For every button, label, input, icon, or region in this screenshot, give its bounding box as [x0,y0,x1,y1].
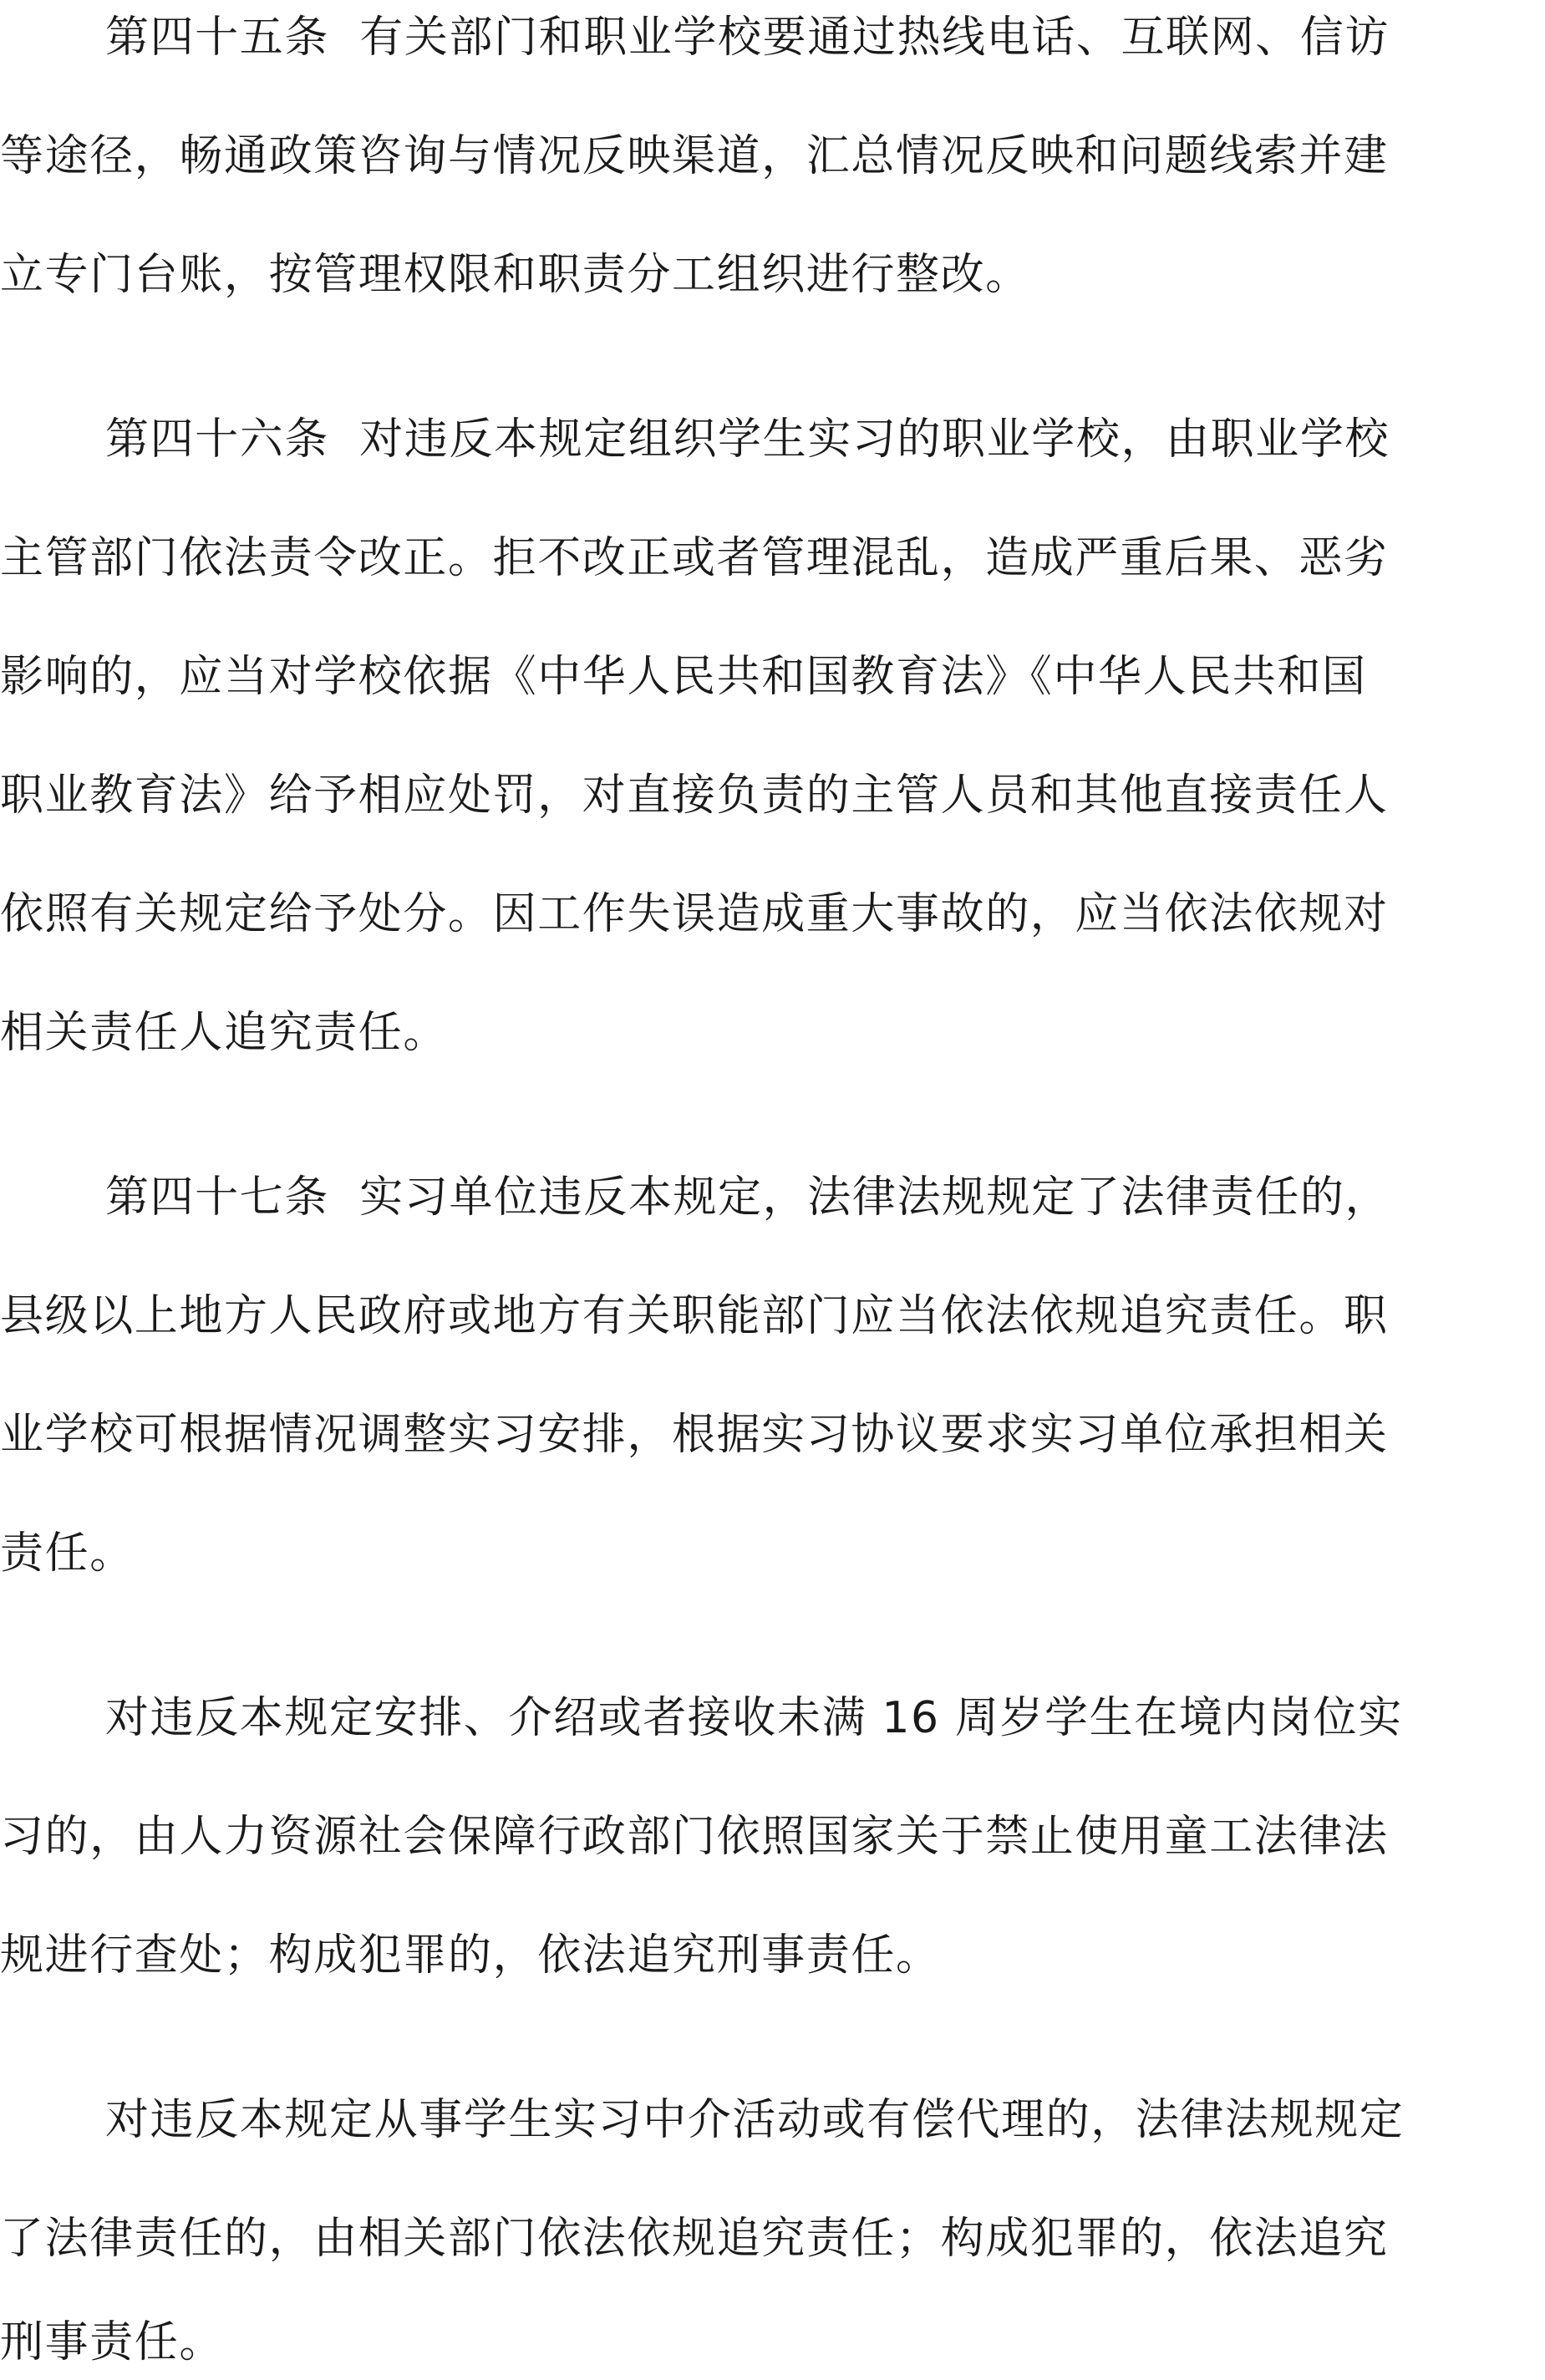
article-45-line-3: 立专门台账，按管理权限和职责分工组织进行整改。 [0,250,1030,300]
child-labor-line-1: 对违反本规定安排、介绍或者接收未满 16 周岁学生在境内岗位实 [105,1693,1403,1743]
article-46-line-1: 第四十六条 对违反本规定组织学生实习的职业学校，由职业学校 [105,414,1390,465]
article-46-line-3: 影响的，应当对学校依据《中华人民共和国教育法》《中华人民共和国 [0,652,1367,702]
article-46-line-2: 主管部门依法责令改正。拒不改正或者管理混乱，造成严重后果、恶劣 [0,533,1389,583]
child-labor-line-2: 习的，由人力资源社会保障行政部门依照国家关于禁止使用童工法律法 [0,1812,1389,1862]
article-46-line-5: 依照有关规定给予处分。因工作失误造成重大事故的，应当依法依规对 [0,889,1389,939]
article-47-line-3: 业学校可根据情况调整实习安排，根据实习协议要求实习单位承担相关 [0,1410,1389,1460]
article-45-line-1: 第四十五条 有关部门和职业学校要通过热线电话、互联网、信访 [105,13,1390,63]
article-46-line-4: 职业教育法》给予相应处罚，对直接负责的主管人员和其他直接责任人 [0,770,1389,821]
article-47-line-4: 责任。 [0,1528,135,1579]
article-47-line-2: 县级以上地方人民政府或地方有关职能部门应当依法依规追究责任。职 [0,1291,1389,1341]
article-47-line-1: 第四十七条 实习单位违反本规定，法律法规规定了法律责任的， [105,1172,1390,1223]
agency-line-1: 对违反本规定从事学生实习中介活动或有偿代理的，法律法规规定 [105,2095,1405,2145]
article-46-line-6: 相关责任人追究责任。 [0,1008,449,1058]
article-45-line-2: 等途径，畅通政策咨询与情况反映渠道，汇总情况反映和问题线索并建 [0,131,1389,181]
agency-line-3: 刑事责任。 [0,2317,225,2367]
agency-line-2: 了法律责任的，由相关部门依法依规追究责任；构成犯罪的，依法追究 [0,2214,1389,2264]
child-labor-line-3: 规进行查处；构成犯罪的，依法追究刑事责任。 [0,1930,941,1981]
